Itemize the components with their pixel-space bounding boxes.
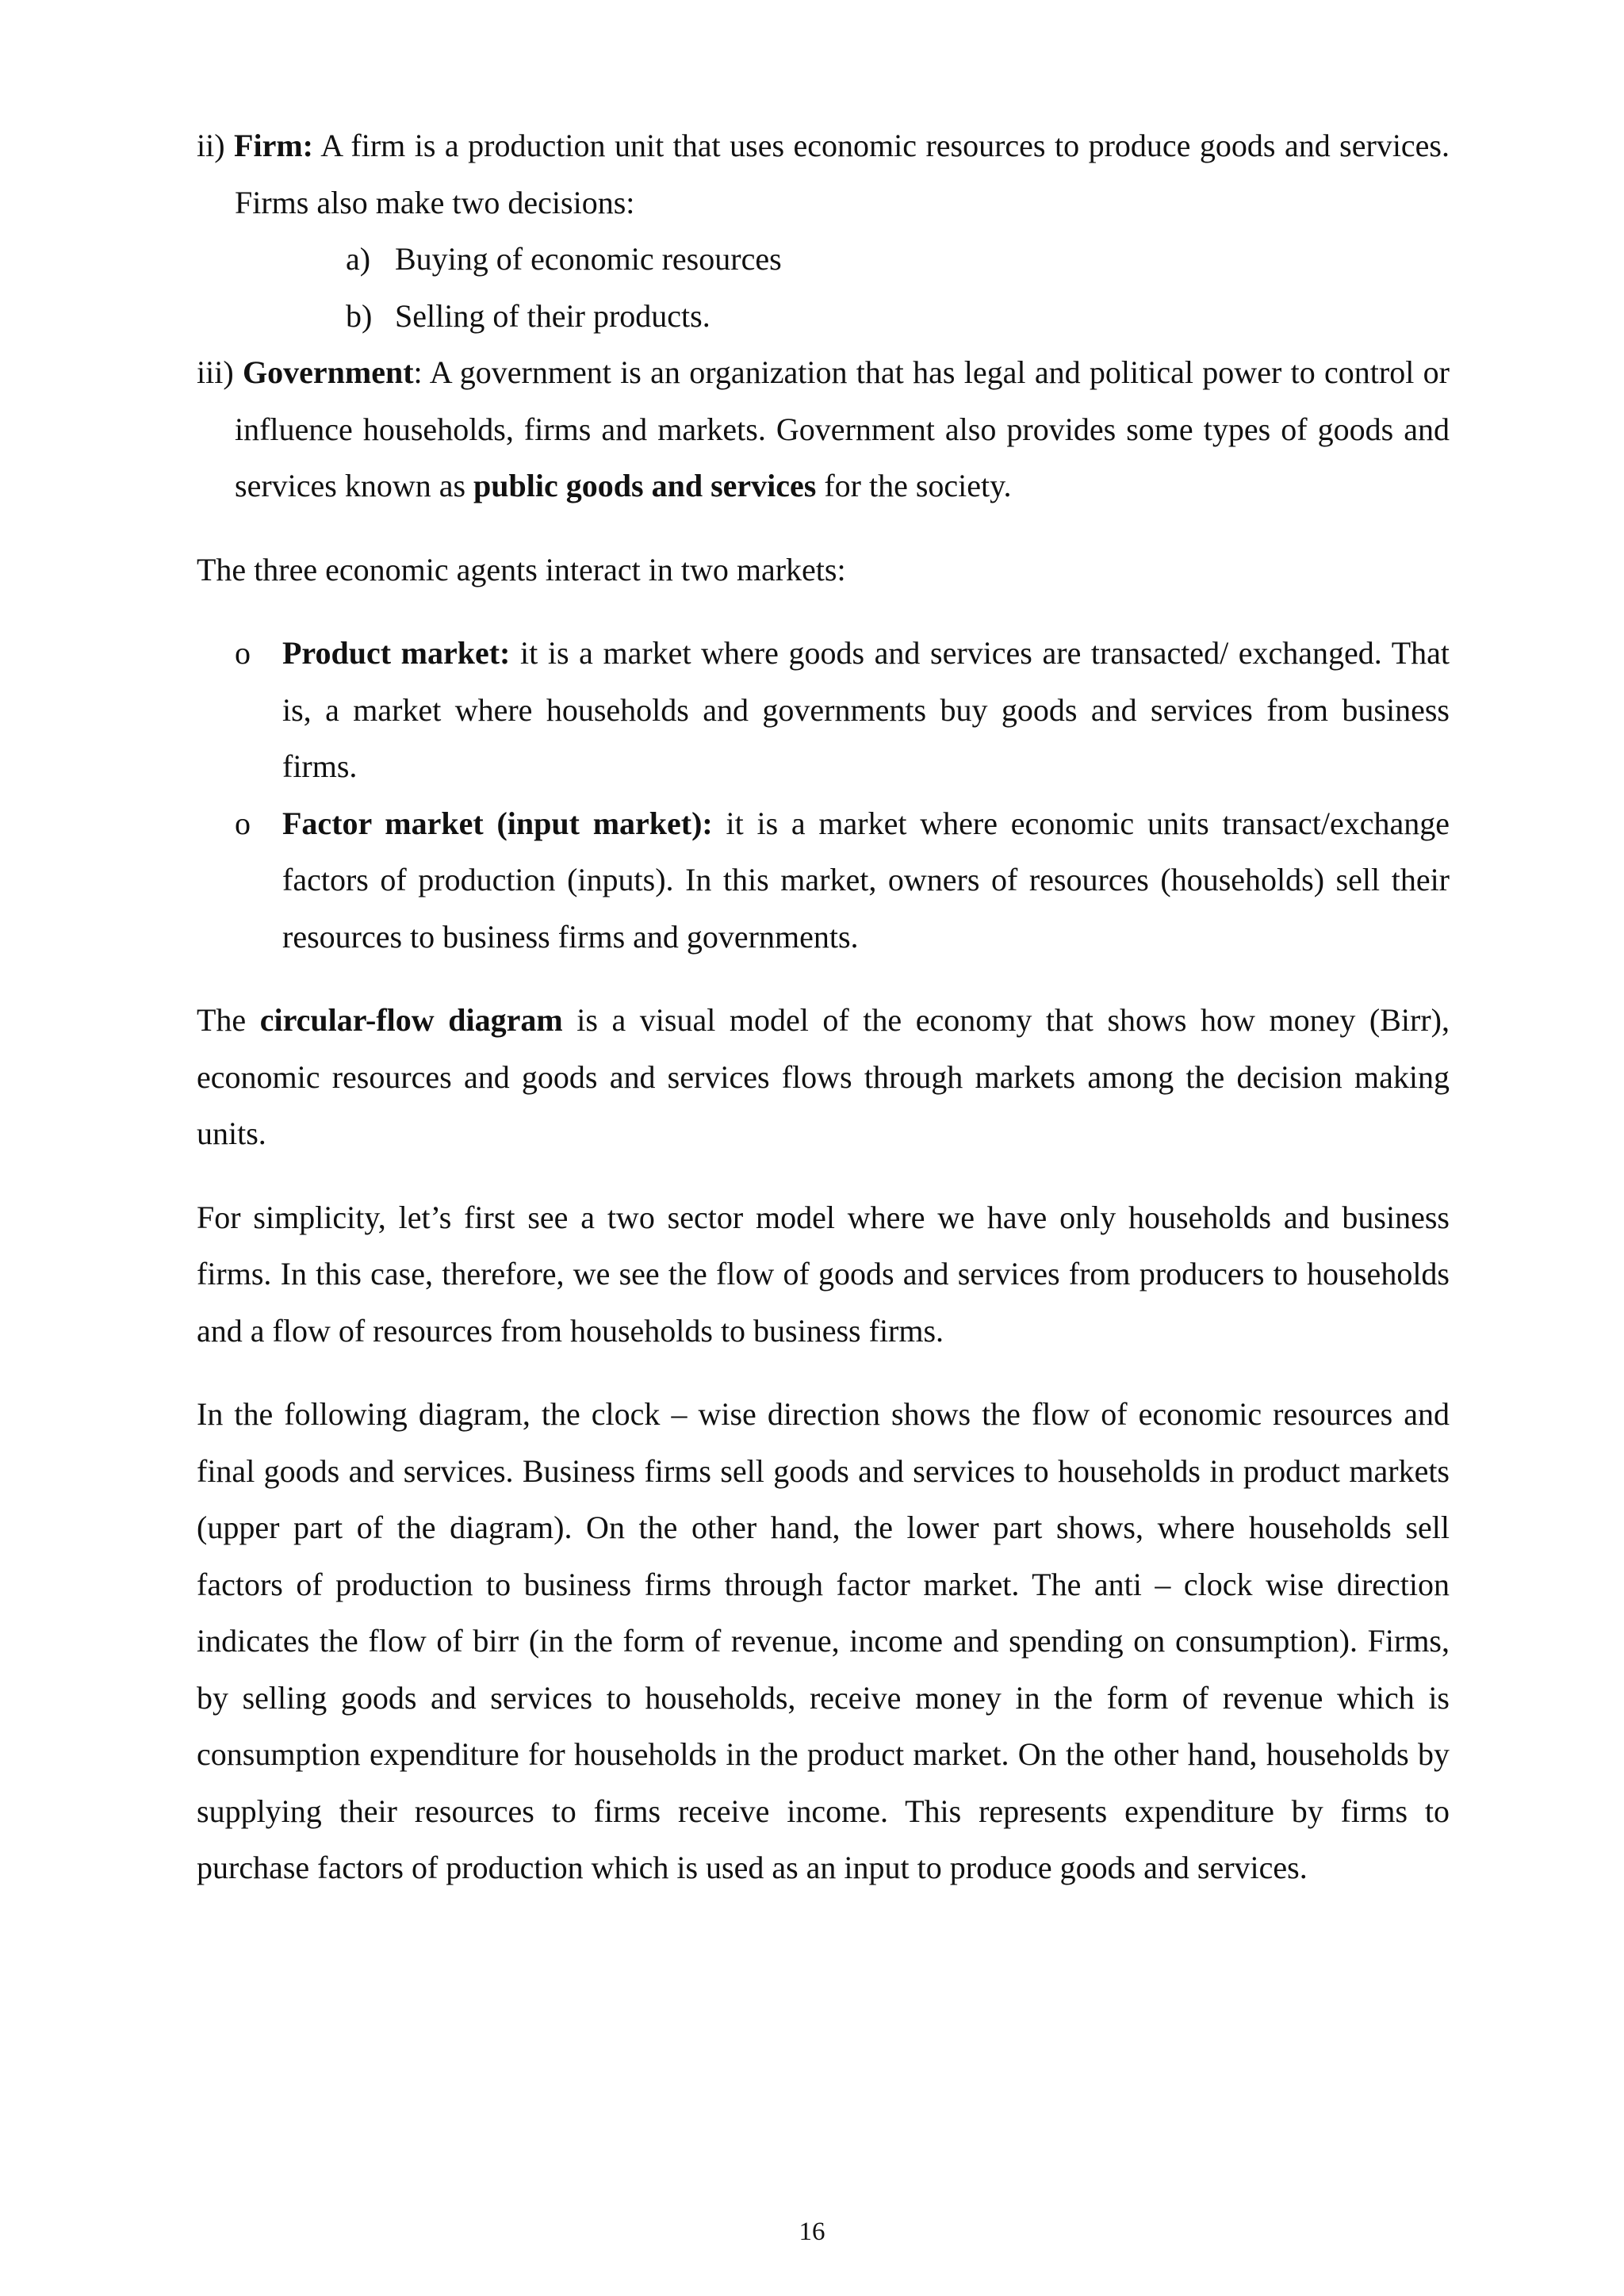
page-body xyxy=(197,117,1450,1896)
firm-text: A firm is a production unit that uses economic resources to produce goods and services. Firms also make two decisions: xyxy=(235,128,1450,220)
government-term: Government xyxy=(243,354,414,390)
government-definition xyxy=(197,344,1450,515)
bullet-marker: o xyxy=(235,635,251,671)
firm-decision-a xyxy=(197,231,1450,288)
decision-a-text: Buying of economic resources xyxy=(395,241,782,277)
decision-b-label: b) xyxy=(346,297,373,334)
public-goods-phrase: public goods and services xyxy=(473,468,817,503)
firm-decision-b xyxy=(197,288,1450,345)
government-item-label: iii) xyxy=(197,354,234,390)
page-number: 16 xyxy=(799,2218,825,2246)
decision-a-label: a) xyxy=(346,241,371,277)
decision-b-text: Selling of their products. xyxy=(395,297,710,334)
firm-definition xyxy=(197,117,1450,231)
circular-flow-before: The xyxy=(197,1002,260,1038)
product-market-term: Product market: xyxy=(282,635,511,671)
factor-market-item xyxy=(197,795,1450,966)
government-text-after: for the society. xyxy=(816,468,1012,503)
government-text-before: : A government is an organization that has legal and political power to control or influence households, firms and markets. Government also provides some types of goods and services known as xyxy=(235,354,1450,503)
circular-flow-term: circular-flow diagram xyxy=(259,1002,563,1038)
circular-flow-after: is a visual model of the economy that shows how money (Birr), economic resources and goods and services flows through markets among the decision making units. xyxy=(197,1002,1450,1151)
two-sector-paragraph: For simplicity, let’s first see a two sector model where we have only households and business firms. In this case, therefore, we see the flow of goods and services from producers to households and a flow of resources from households to business firms. xyxy=(197,1199,1450,1349)
factor-market-term: Factor market (input market): xyxy=(282,805,713,841)
circular-flow-paragraph xyxy=(197,992,1450,1162)
firm-item-label: ii) xyxy=(197,128,225,163)
firm-term: Firm: xyxy=(234,128,313,163)
bullet-marker: o xyxy=(235,805,251,841)
product-market-item xyxy=(197,625,1450,795)
markets-list xyxy=(197,625,1450,965)
product-market-text: it is a market where goods and services are transacted/ exchanged. That is, a market where households and governments buy goods and services from business firms. xyxy=(282,635,1450,784)
factor-market-text: it is a market where economic units transact/exchange factors of production (inputs). In this market, owners of resources (households) sell their resources to business firms and governments. xyxy=(282,805,1450,955)
markets-intro: The three economic agents interact in two markets: xyxy=(197,551,846,587)
diagram-explanation-paragraph: In the following diagram, the clock – wise direction shows the flow of economic resources and final goods and services. Business firms sell goods and services to households in product markets (upper part of the diagram). On the other hand, the lower part shows, where households sell factors of production to business firms through factor market. The anti – clock wise direction indicates the flow of birr (in the form of revenue, income and spending on consumption). Firms, by selling goods and services to households, receive money in the form of revenue which is consumption expenditure for households in the product market. On the other hand, households by supplying their resources to firms receive income. This represents expenditure by firms to purchase factors of production which is used as an input to produce goods and services. xyxy=(197,1396,1450,1885)
